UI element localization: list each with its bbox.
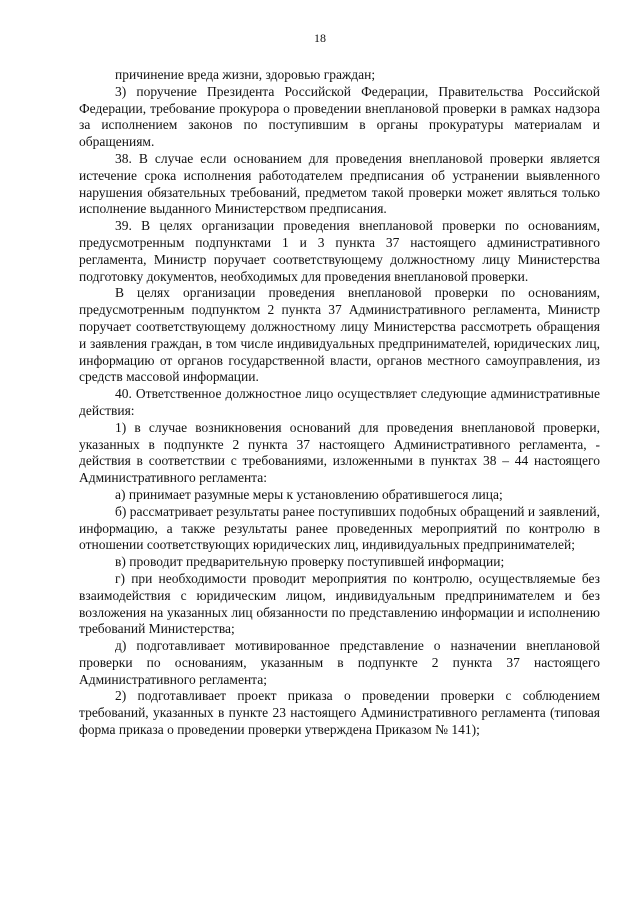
- paragraph-subitem-a: а) принимает разумные меры к установлению обратившегося лица;: [115, 486, 503, 502]
- paragraph-39: 39. В целях организации проведения внеплановой проверки по основаниям, предусмотренным подпунктами 1 и 3 пункта 37 настоящего административного регламента, Министр поручает соответствующему должностному лицу Министерства подготовку документов, необходимых для проведения внеплановой проверки.: [79, 218, 600, 284]
- paragraph-subitem-v: в) проводит предварительную проверку поступившей информации;: [115, 554, 505, 570]
- paragraph-subitem-d: д) подготавливает мотивированное представление о назначении внеплановой проверки по основаниям, указанным в подпункте 2 пункта 37 настоящего Административного регламента;: [79, 638, 600, 687]
- document-body: [79, 67, 600, 739]
- paragraph-harm-to-life: причинение вреда жизни, здоровью граждан;: [115, 67, 376, 82]
- paragraph-subitem-b: б) рассматривает результаты ранее поступивших подобных обращений и заявлений, информацию, а также результаты ранее проведенных мероприятий по контролю в отношении соответствующих юридических лиц, индивидуальных предпринимателей;: [79, 503, 600, 553]
- paragraph-40: 40. Ответственное должностное лицо осуществляет следующие административные действия:: [79, 386, 600, 418]
- paragraph-39-continued: В целях организации проведения внеплановой проверки по основаниям, предусмотренным подпунктом 2 пункта 37 Административного регламента, Министр поручает соответствующему должностному лицу Министерства рассмотреть обращения и заявления граждан, в том числе индивидуальных предпринимателей, юридических лиц, информацию от органов государственной власти, органов местного самоуправления, из средств массовой информации.: [79, 285, 600, 385]
- paragraph-40-item-2: 2) подготавливает проект приказа о проведении проверки с соблюдением требований, указанных в пункте 23 настоящего Административного регламента (типовая форма приказа о проведении проверки утверждена Приказом № 141);: [79, 688, 600, 738]
- paragraph-subitem-g: г) при необходимости проводит мероприятия по контролю, осуществляемые без взаимодействия с юридическим лицом, индивидуальным предпринимателем и без возложения на указанных лиц обязанности по представлению информации и исполнению требований Министерства;: [79, 570, 600, 637]
- paragraph-38: 38. В случае если основанием для проведения внеплановой проверки является истечение срока исполнения работодателем предписания об устранении выявленного нарушения обязательных требований, предметом такой проверки может являться только исполнение выданного Министерством предписания.: [79, 150, 600, 217]
- paragraph-40-item-1: 1) в случае возникновения оснований для проведения внеплановой проверки, указанных в подпункте 2 пункта 37 настоящего Административного регламента, - действия в соответствии с требованиями, изложенными в пунктах 38 – 44 настоящего Административного регламента:: [79, 419, 600, 486]
- paragraph-item-3-instruction: 3) поручение Президента Российской Федерации, Правительства Российской Федерации, требование прокурора о проведении внеплановой проверки в рамках надзора за исполнением законов по поступившим в органы прокуратуры материалам и обращениям.: [79, 83, 600, 150]
- page-number: 18: [314, 31, 326, 45]
